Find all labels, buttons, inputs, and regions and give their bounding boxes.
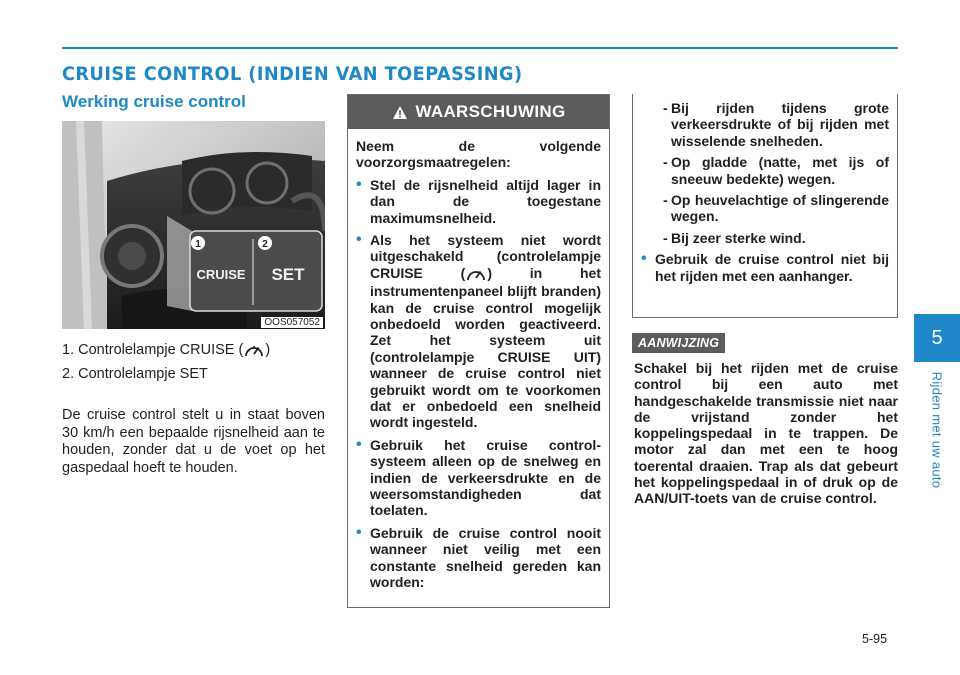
dashboard-illustration: [62, 121, 325, 329]
callout-2: 2: [262, 239, 268, 250]
chapter-tab: 5: [914, 314, 960, 362]
legend-item-1-text: 1. Controlelampje CRUISE (: [62, 342, 244, 358]
warning-body: [348, 129, 609, 590]
warning-dash-4: - Bij zeer sterke wind.: [641, 230, 889, 246]
warning-intro: Neem de volgende voorzorgsmaatregelen:: [356, 138, 601, 171]
legend: [62, 340, 325, 388]
header-rule: [62, 47, 898, 49]
warning-bullet-1: • Stel de rijsnelheid altijd lager in dan de toegestane maximumsnelheid.: [356, 177, 601, 226]
legend-item-1: [62, 340, 325, 360]
callout-1: 1: [195, 239, 201, 250]
speedometer-icon: [243, 341, 265, 359]
warning-bullet-5: • Gebruik de cruise control niet bij het rijden met een aanhanger.: [641, 251, 889, 284]
image-code: OOS057052: [261, 317, 323, 328]
page-number: 5-95: [862, 632, 888, 646]
dashboard-photo: [62, 121, 325, 329]
warning-bullet-2: [356, 232, 601, 431]
chapter-label: Rijden met uw auto: [929, 371, 945, 489]
warning-dash-3: - Op heuvelachtige of slingerende wegen.: [641, 192, 889, 225]
warning-bullet-3: • Gebruik het cruise control-systeem alleen op de snelweg en indien de verkeersdrukte en de weersomstandigheden dat toelaten.: [356, 437, 601, 519]
warning-bullet-4: • Gebruik de cruise control nooit wanneer niet veilig met een constante snelheid gereden kan worden:: [356, 525, 601, 591]
set-indicator-label: SET: [271, 265, 305, 284]
legend-item-2: 2. Controlelampje SET: [62, 366, 208, 382]
warning-header: [348, 95, 609, 129]
legend-item-1-close: ): [265, 342, 271, 358]
warning-continued-box: [632, 94, 898, 318]
speedometer-icon: [465, 265, 487, 283]
body-paragraph: De cruise control stelt u in staat boven 30 km/h een bepaalde rijsnelheid aan te houden, zonder dat u de voet op het gaspedaal hoeft te houden.: [62, 407, 325, 476]
warning-dash-2: - Op gladde (natte, met ijs of sneeuw bedekte) wegen.: [641, 154, 889, 187]
warning-triangle-icon: [392, 105, 408, 120]
note-text: Schakel bij het rijden met de cruise control bij een auto met handgeschakelde transmissie niet naar de vrijstand zonder het koppelingspedaal in te trappen. De motor zal dan met een te hoog toerental draaien. Trap als dat gebeurt het koppelingspedaal in of druk op de AAN/UIT-toets van de cruise control.: [634, 360, 898, 507]
section-title: CRUISE CONTROL (INDIEN VAN TOEPASSING): [62, 63, 523, 85]
warning-bullet-2-start: Als het systeem niet wordt uitgeschakeld (controlelampje CRUISE (: [370, 232, 601, 281]
note-badge: AANWIJZING: [632, 333, 725, 353]
warning-bullet-2-end: ) in het instrumentenpaneel blijft branden) kan de cruise control mogelijk onbedoeld worden geactiveerd. Zet het systeem uit (controlelampje CRUISE UIT) wanneer de cruise control niet gebruikt wordt om te voorkomen dat er onbedoeld een snelheid wordt ingesteld.: [370, 264, 601, 431]
warning-box: [347, 94, 610, 608]
sub-title: Werking cruise control: [62, 92, 246, 111]
warning-title: WAARSCHUWING: [415, 102, 566, 121]
cruise-indicator-label: CRUISE: [196, 267, 246, 282]
warning-dash-1: - Bij rijden tijdens grote verkeersdrukte of bij rijden met wisselende snelheden.: [641, 100, 889, 149]
